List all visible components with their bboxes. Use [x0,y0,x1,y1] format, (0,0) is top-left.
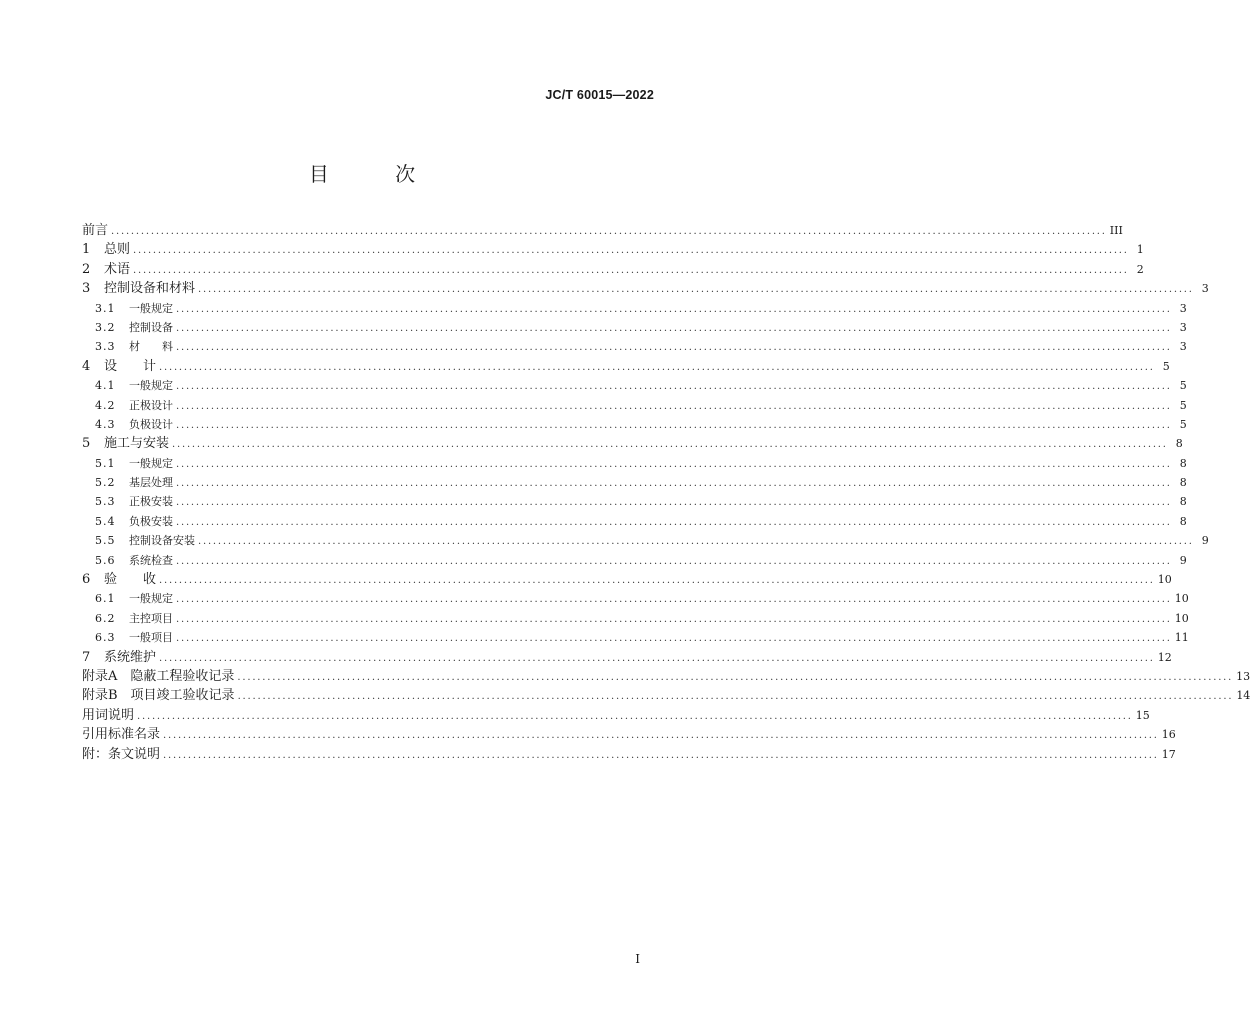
toc-entry[interactable] [82,706,1150,725]
toc-entry[interactable] [82,434,1183,453]
toc-subentry[interactable] [82,454,1187,473]
standard-code: JC/T 60015—2022 [545,88,654,102]
toc-subentry[interactable] [82,473,1187,492]
toc-entry-label: 负极设计 [129,417,173,431]
toc-entry[interactable] [82,260,1144,279]
dot-leader: ........................................................................................................................................................................................................ [198,284,1194,296]
toc-entry-page: 14 [1236,689,1250,703]
toc-entry[interactable] [82,745,1176,764]
toc-entry-number: 3.3 [95,340,116,354]
dot-leader: ........................................................................................................................................................................................................ [163,749,1159,761]
toc-entry-number: 3 [82,281,91,297]
dot-leader: ........................................................................................................................................................................................................ [237,691,1234,703]
toc-entry-page: 17 [1161,747,1176,761]
toc-entry-label: 基层处理 [129,476,173,490]
page-number: I [635,952,640,966]
dot-leader: ........................................................................................................................................................................................................ [176,342,1172,354]
toc-entry-label: 控制设备安装 [129,534,195,548]
toc-entry-label: 引用标准名录 [82,727,161,743]
toc-subentry[interactable] [82,589,1189,608]
table-of-contents [82,221,1250,764]
toc-entry-page: 10 [1174,592,1189,606]
toc-entry-page: 11 [1174,631,1189,645]
dot-leader: ........................................................................................................................................................................................................ [176,497,1172,509]
toc-entry-number: 7 [82,649,91,665]
toc-entry-number: 6 [82,572,91,588]
toc-entry-label: 负极安装 [129,514,173,528]
toc-entry[interactable] [82,279,1209,298]
dot-leader: ........................................................................................................................................................................................................ [176,478,1172,490]
dot-leader: ........................................................................................................................................................................................................ [176,516,1172,528]
dot-leader: ........................................................................................................................................................................................................ [176,633,1172,645]
toc-subentry[interactable] [82,492,1187,511]
toc-entry-number: 6.1 [95,592,116,606]
toc-entry-page: 10 [1174,611,1189,625]
toc-entry[interactable] [82,240,1144,259]
toc-entry-number: 5 [82,436,91,452]
toc-entry-page: 5 [1179,379,1187,393]
toc-entry-label: 控制设备和材料 [104,281,196,297]
toc-entry-number: 6.3 [95,631,116,645]
toc-entry-page: 16 [1161,728,1176,742]
dot-leader: ........................................................................................................................................................................................................ [176,594,1172,606]
toc-entry[interactable] [82,570,1172,589]
toc-entry-page: 12 [1157,650,1172,664]
toc-entry-page: 2 [1136,262,1144,276]
toc-entry-page: III [1109,224,1123,237]
toc-entry-number: 5.1 [95,456,116,470]
dot-leader: ........................................................................................................................................................................................................ [163,730,1159,742]
toc-entry-number: 4.2 [95,398,116,412]
toc-entry-page: 3 [1201,282,1209,296]
toc-entry-number: 5.4 [95,514,116,528]
dot-leader: ........................................................................................................................................................................................................ [237,671,1234,683]
toc-entry-label: 前言 [82,223,109,238]
toc-entry[interactable] [82,667,1250,686]
toc-entry-label: 用词说明 [82,707,135,723]
toc-entry-number: 4 [82,358,91,374]
dot-leader: ........................................................................................................................................................................................................ [176,303,1172,315]
toc-subentry[interactable] [82,396,1187,415]
toc-entry-label: 设 计 [104,358,157,374]
toc-subentry[interactable] [82,318,1187,337]
toc-entry-number: 3.1 [95,301,116,315]
toc-entry-label: 一般规定 [129,379,173,393]
toc-entry-number: 5.3 [95,495,116,509]
toc-entry[interactable] [82,357,1170,376]
toc-subentry[interactable] [82,628,1189,647]
toc-entry-label: 一般项目 [129,631,173,645]
dot-leader: ........................................................................................................................................................................................................ [111,226,1107,237]
toc-entry-page: 8 [1179,514,1187,528]
toc-entry-page: 3 [1179,320,1187,334]
toc-entry-page: 9 [1201,534,1209,548]
toc-subentry[interactable] [82,551,1187,570]
toc-entry-label: 正极安装 [129,495,173,509]
dot-leader: ........................................................................................................................................................................................................ [159,652,1155,664]
dot-leader: ........................................................................................................................................................................................................ [133,264,1129,276]
toc-entry-label: 总则 [104,242,131,258]
toc-entry-number: 6.2 [95,611,116,625]
toc-entry-page: 8 [1179,495,1187,509]
toc-entry-label: 施工与安装 [104,436,170,452]
toc-entry-number: 2 [82,261,91,277]
toc-subentry[interactable] [82,415,1187,434]
dot-leader: ........................................................................................................................................................................................................ [176,555,1172,567]
dot-leader: ........................................................................................................................................................................................................ [137,710,1133,722]
toc-entry-page: 5 [1179,417,1187,431]
toc-subentry[interactable] [82,376,1187,395]
toc-entry-number: 4.1 [95,379,116,393]
dot-leader: ........................................................................................................................................................................................................ [176,322,1172,334]
toc-entry[interactable] [82,725,1176,744]
toc-entry-page: 3 [1179,340,1187,354]
toc-entry-label: 附录B 项目竣工验收记录 [82,688,235,704]
dot-leader: ........................................................................................................................................................................................................ [176,419,1172,431]
toc-entry-page: 3 [1179,301,1187,315]
dot-leader: ........................................................................................................................................................................................................ [176,400,1172,412]
toc-entry-page: 8 [1179,456,1187,470]
toc-entry-number: 5.6 [95,553,116,567]
page-title: 目 次 [308,162,446,186]
dot-leader: ........................................................................................................................................................................................................ [198,536,1194,548]
toc-entry-label: 一般规定 [129,301,173,315]
toc-entry-label: 系统检查 [129,553,173,567]
toc-entry-page: 1 [1136,243,1144,257]
dot-leader: ........................................................................................................................................................................................................ [176,613,1172,625]
dot-leader: ........................................................................................................................................................................................................ [176,381,1172,393]
toc-subentry[interactable] [82,512,1187,531]
toc-entry[interactable] [82,221,1123,240]
toc-entry-label: 验 收 [104,572,157,588]
toc-entry-number: 3.2 [95,320,116,334]
toc-subentry[interactable] [82,609,1189,628]
toc-entry-label: 材 料 [129,340,173,354]
toc-entry-page: 15 [1135,708,1150,722]
toc-entry-number: 5.2 [95,476,116,490]
dot-leader: ........................................................................................................................................................................................................ [133,245,1129,257]
toc-entry[interactable] [82,686,1250,705]
toc-entry-page: 13 [1236,669,1250,683]
toc-entry-label: 附录A 隐蔽工程验收记录 [82,668,235,684]
toc-entry[interactable] [82,648,1172,667]
toc-entry-label: 一般规定 [129,592,173,606]
toc-subentry[interactable] [82,337,1187,356]
toc-subentry[interactable] [82,299,1187,318]
toc-entry-label: 术语 [104,261,131,277]
toc-entry-page: 5 [1179,398,1187,412]
toc-entry-page: 8 [1175,437,1183,451]
toc-entry-label: 正极设计 [129,398,173,412]
dot-leader: ........................................................................................................................................................................................................ [176,458,1172,470]
toc-entry-label: 系统维护 [104,649,157,665]
dot-leader: ........................................................................................................................................................................................................ [159,575,1155,587]
toc-entry-number: 1 [82,242,91,258]
toc-entry-label: 控制设备 [129,320,173,334]
toc-entry-page: 8 [1179,476,1187,490]
toc-entry-label: 主控项目 [129,611,173,625]
toc-entry-label: 一般规定 [129,456,173,470]
toc-entry-page: 9 [1179,553,1187,567]
toc-entry-page: 10 [1157,573,1172,587]
toc-entry-number: 5.5 [95,534,116,548]
dot-leader: ........................................................................................................................................................................................................ [172,439,1168,451]
toc-entry-page: 5 [1162,359,1170,373]
toc-entry-number: 4.3 [95,417,116,431]
dot-leader: ........................................................................................................................................................................................................ [159,361,1155,373]
toc-subentry[interactable] [82,531,1209,550]
toc-entry-label: 附：条文说明 [82,746,161,762]
